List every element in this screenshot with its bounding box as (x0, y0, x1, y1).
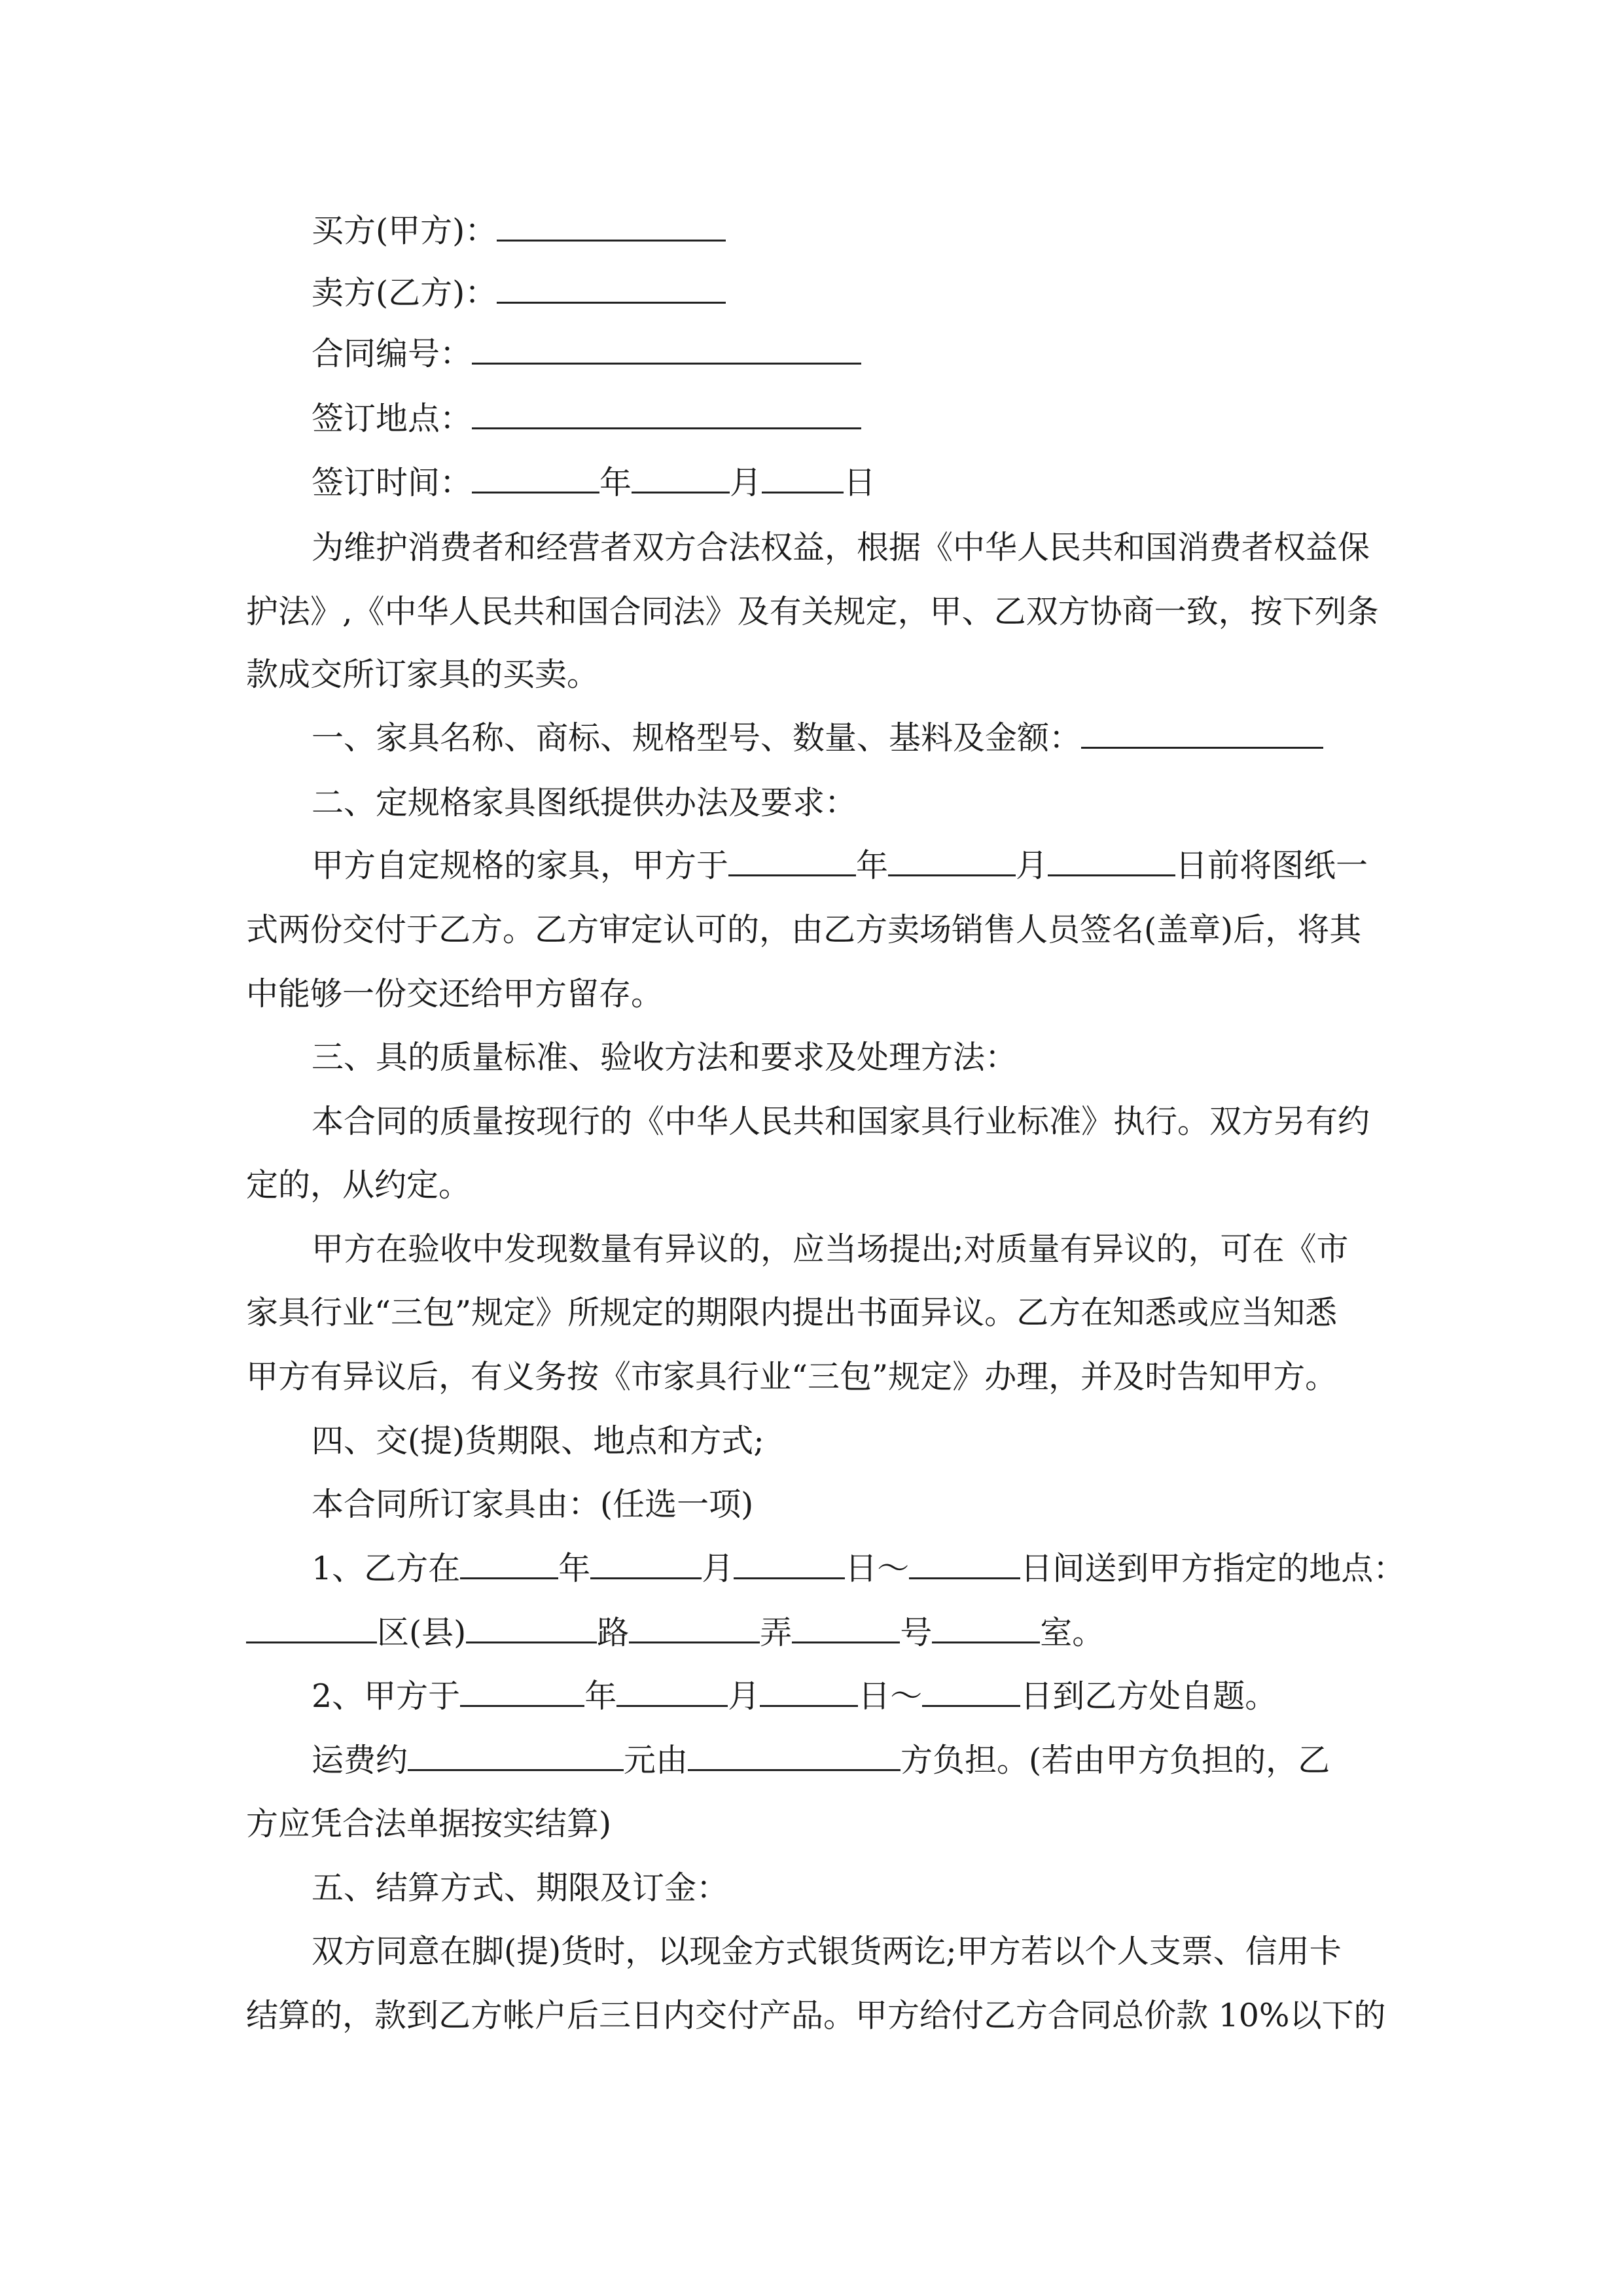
year-label: 年 (599, 464, 632, 501)
opt2-year-blank[interactable] (460, 1676, 584, 1707)
sec2-p1-line-2: 式两份交付于乙方。乙方审定认可的，由乙方卖场销售人员签名(盖章)后，将其 (246, 911, 1362, 948)
sec2-p1-line-1 (312, 846, 1368, 886)
sec2-month-blank[interactable] (888, 846, 1016, 876)
month-blank[interactable] (632, 463, 730, 493)
sec2-day-blank[interactable] (1048, 846, 1175, 876)
contract-no-row (312, 334, 861, 374)
sec4-fee-line-1 (312, 1740, 1330, 1781)
sec3-p2-line-3: 甲方有异议后，有义务按《市家具行业“三包”规定》办理，并及时告知甲方。 (246, 1358, 1338, 1395)
sec4-intro: 本合同所订家具由：(任选一项) (312, 1486, 754, 1523)
contract-no-label: 合同编号： (312, 335, 473, 372)
day-label: 日 (844, 464, 876, 501)
opt2-tail: 日到乙方处自题。 (1020, 1677, 1277, 1715)
sec4-option-1-line-2 (246, 1613, 1104, 1653)
opt1-day-blank[interactable] (734, 1549, 845, 1579)
number-label: 号 (900, 1614, 933, 1651)
buyer-row (312, 211, 726, 251)
room-blank[interactable] (932, 1613, 1040, 1643)
seller-row (312, 273, 726, 314)
sec2-heading: 二、定规格家具图纸提供办法及要求： (312, 784, 857, 821)
sec5-p1-line-2: 结算的，款到乙方帐户后三日内交付产品。甲方给付乙方合同总价款 10%以下的 (246, 1997, 1386, 2034)
sec2-year-label: 年 (856, 847, 889, 884)
number-blank[interactable] (792, 1613, 900, 1643)
opt2-year-label: 年 (584, 1677, 617, 1715)
opt2-day-label: 日～ (858, 1677, 923, 1715)
lane-blank[interactable] (629, 1613, 760, 1643)
opt1-month-label: 月 (702, 1550, 734, 1587)
sec1-heading-row (312, 718, 1323, 759)
sec2-text-d: 日前将图纸一 (1175, 847, 1368, 884)
road-label: 路 (597, 1614, 630, 1651)
sec1-heading: 一、家具名称、商标、规格型号、数量、基料及金额： (312, 719, 1082, 757)
buyer-blank[interactable] (497, 211, 726, 242)
place-blank[interactable] (472, 399, 861, 429)
sec2-p1-line-3: 中能够一份交还给甲方留存。 (246, 975, 664, 1013)
fee-tail: 方负担。(若由甲方负担的，乙 (901, 1742, 1330, 1779)
sec2-text-a: 甲方自定规格的家具，甲方于 (312, 847, 729, 884)
opt1-day-label: 日～ (845, 1550, 910, 1587)
preamble-line-2: 护法》,《中华人民共和国合同法》及有关规定，甲、乙双方协商一致，按下列条 (246, 593, 1379, 630)
opt2-month-label: 月 (728, 1677, 760, 1715)
sec3-p1-line-2: 定的，从约定。 (246, 1166, 471, 1204)
preamble-line-3: 款成交所订家具的买卖。 (246, 656, 599, 693)
road-blank[interactable] (466, 1613, 597, 1643)
sec5-heading: 五、结算方式、期限及订金： (312, 1869, 729, 1907)
opt1-month-blank[interactable] (590, 1549, 702, 1579)
lane-label: 弄 (760, 1614, 793, 1651)
fee-amount-blank[interactable] (408, 1740, 624, 1771)
opt2-day2-blank[interactable] (922, 1676, 1020, 1707)
district-label: 区(县) (377, 1614, 467, 1651)
sec4-fee-line-2: 方应凭合法单据按实结算) (246, 1805, 612, 1842)
buyer-label: 买方(甲方)： (312, 212, 497, 249)
opt1-tail: 日间送到甲方指定的地点： (1020, 1550, 1406, 1587)
fee-party-blank[interactable] (688, 1740, 901, 1771)
sec5-p1-line-1: 双方同意在脚(提)货时，以现金方式银货两讫;甲方若以个人支票、信用卡 (312, 1933, 1342, 1970)
place-label: 签订地点： (312, 400, 473, 437)
time-label: 签订时间： (312, 464, 473, 501)
opt1-year-label: 年 (558, 1550, 591, 1587)
sec2-month-label: 月 (1016, 847, 1048, 884)
place-row (312, 399, 861, 439)
opt2-label: 2、甲方于 (312, 1677, 461, 1715)
day-blank[interactable] (762, 463, 844, 493)
contract-no-blank[interactable] (472, 334, 861, 365)
time-row (312, 463, 876, 503)
fee-unit-label: 元由 (624, 1742, 688, 1779)
fee-label: 运费约 (312, 1742, 408, 1779)
sec4-option-2 (312, 1676, 1277, 1717)
seller-blank[interactable] (497, 273, 726, 304)
opt2-month-blank[interactable] (616, 1676, 728, 1707)
room-label: 室。 (1040, 1614, 1105, 1651)
month-label: 月 (730, 464, 762, 501)
sec4-heading: 四、交(提)货期限、地点和方式; (312, 1422, 764, 1460)
sec3-p2-line-1: 甲方在验收中发现数量有异议的，应当场提出;对质量有异议的，可在《市 (312, 1230, 1349, 1268)
opt2-day-blank[interactable] (760, 1676, 858, 1707)
sec3-p1-line-1: 本合同的质量按现行的《中华人民共和国家具行业标准》执行。双方另有约 (312, 1103, 1370, 1140)
opt1-year-blank[interactable] (460, 1549, 558, 1579)
year-blank[interactable] (472, 463, 599, 493)
preamble-line-1: 为维护消费者和经营者双方合法权益，根据《中华人民共和国消费者权益保 (312, 529, 1370, 566)
sec1-blank[interactable] (1081, 718, 1323, 749)
opt1-label: 1、乙方在 (312, 1550, 461, 1587)
sec3-heading: 三、具的质量标准、验收方法和要求及处理方法： (312, 1039, 1018, 1076)
sec4-option-1-line-1 (312, 1549, 1405, 1589)
opt1-day2-blank[interactable] (909, 1549, 1020, 1579)
district-blank[interactable] (246, 1613, 377, 1643)
sec3-p2-line-2: 家具行业“三包”规定》所规定的期限内提出书面异议。乙方在知悉或应当知悉 (246, 1294, 1338, 1331)
seller-label: 卖方(乙方)： (312, 274, 497, 312)
sec2-year-blank[interactable] (728, 846, 856, 876)
